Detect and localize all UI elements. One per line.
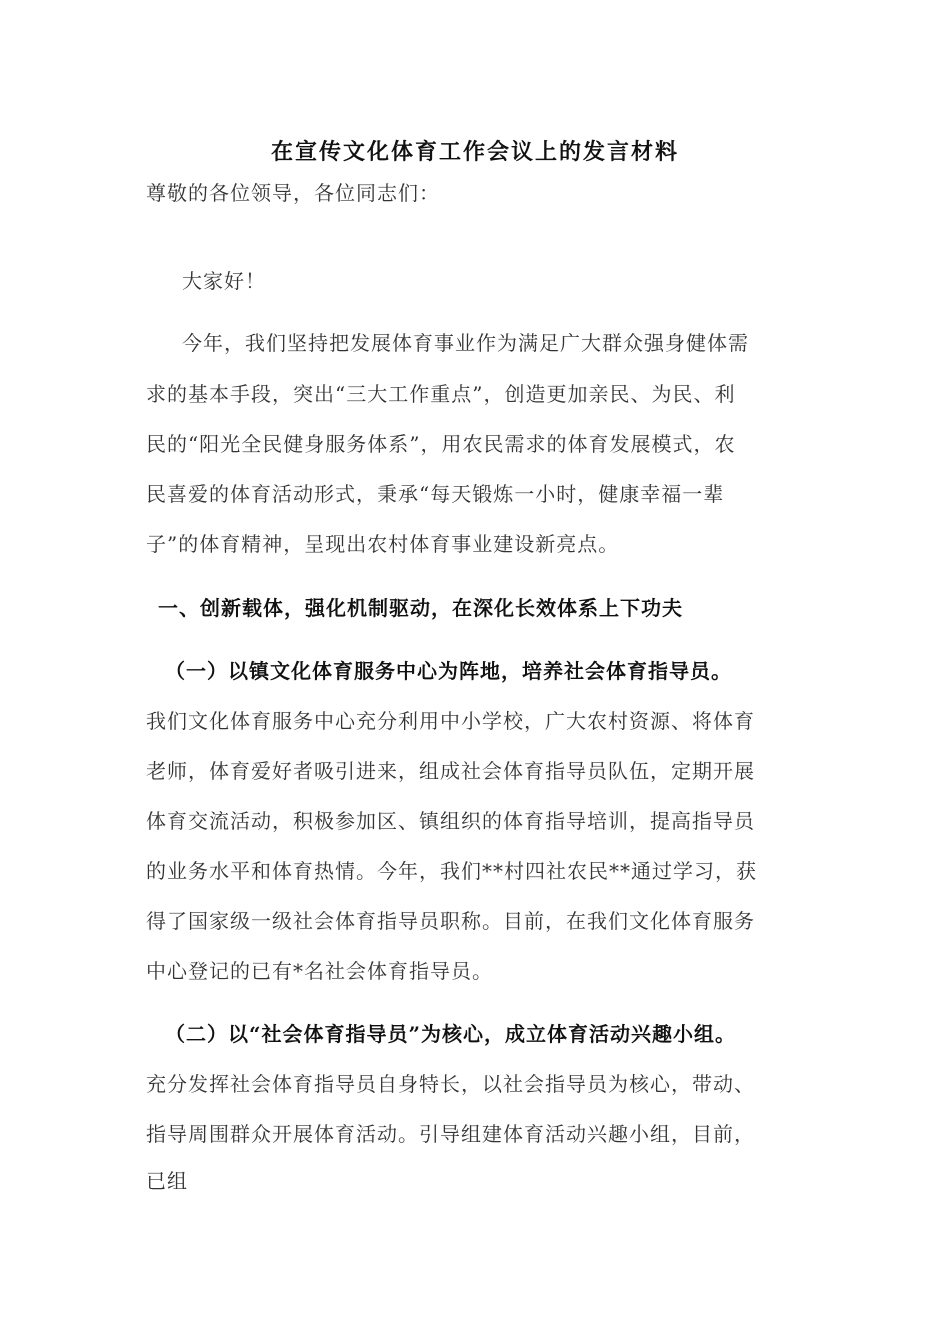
body-line: 我们文化体育服务中心充分利用中小学校，广大农村资源、将体育 (146, 709, 755, 733)
intro-line: 民喜爱的体育活动形式，秉承“每天锻炼一小时，健康幸福一辈 (146, 482, 725, 506)
body-line: 的业务水平和体育热情。今年，我们**村四社农民**通过学习，获 (146, 859, 757, 883)
body-line: 充分发挥社会体育指导员自身特长，以社会指导员为核心，带动、 (146, 1072, 755, 1096)
intro-line: 民的“阳光全民健身服务体系”，用农民需求的体育发展模式，农 (146, 432, 736, 456)
body-line: 已组 (146, 1169, 188, 1193)
intro-line: 子”的体育精神，呈现出农村体育事业建设新亮点。 (146, 532, 620, 556)
greeting: 大家好！ (182, 269, 266, 293)
body-line: 老师，体育爱好者吸引进来，组成社会体育指导员队伍，定期开展 (146, 759, 755, 783)
body-line: 体育交流活动，积极参加区、镇组织的体育指导培训，提高指导员 (146, 809, 755, 833)
body-line: 指导周围群众开展体育活动。引导组建体育活动兴趣小组，目前， (146, 1122, 755, 1146)
subsection-heading: （一）以镇文化体育服务中心为阵地，培养社会体育指导员。 (165, 659, 732, 683)
document-title: 在宣传文化体育工作会议上的发言材料 (270, 139, 679, 165)
body-line: 中心登记的已有*名社会体育指导员。 (146, 959, 493, 983)
subsection-heading: （二）以“社会体育指导员”为核心，成立体育活动兴趣小组。 (165, 1022, 737, 1046)
body-line: 得了国家级一级社会体育指导员职称。目前，在我们文化体育服务 (146, 909, 755, 933)
section-heading: 一、创新载体，强化机制驱动，在深化长效体系上下功夫 (158, 596, 683, 620)
salutation: 尊敬的各位领导，各位同志们： (146, 181, 440, 205)
intro-line: 求的基本手段，突出“三大工作重点”，创造更加亲民、为民、利 (146, 382, 736, 406)
intro-line: 今年，我们坚持把发展体育事业作为满足广大群众强身健体需 (182, 331, 749, 355)
